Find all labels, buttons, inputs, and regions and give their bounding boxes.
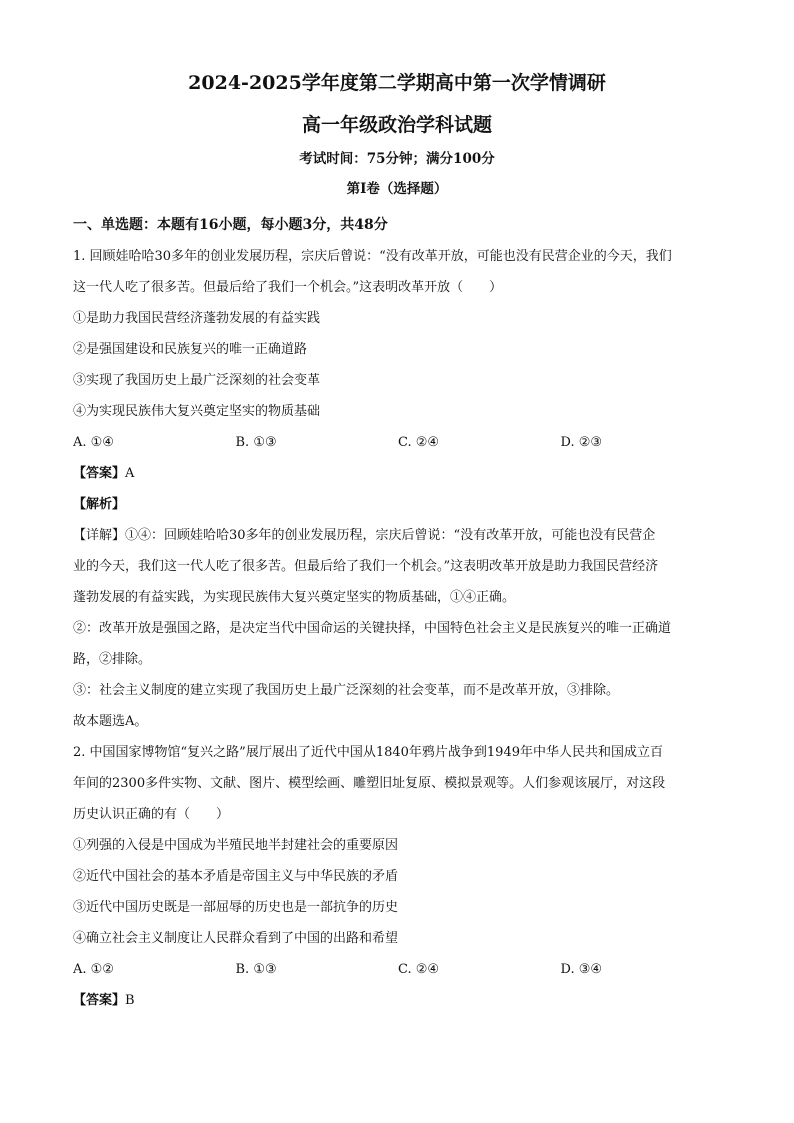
statement: ②是强国建设和民族复兴的唯一正确道路 — [73, 342, 308, 357]
option-d: D. ③④ — [560, 962, 603, 977]
statement: ②近代中国社会的基本矛盾是帝国主义与中华民族的矛盾 — [73, 869, 399, 884]
answer-label: 【答案】 — [73, 466, 126, 481]
answer-value: B — [125, 993, 135, 1008]
option-b: B. ①③ — [235, 435, 277, 450]
question-stem: 历史认识正确的有（ ） — [73, 807, 230, 822]
statement: ④确立社会主义制度让人民群众看到了中国的出路和希望 — [73, 931, 399, 946]
answer-options — [73, 427, 723, 458]
question-stem: 年间的2300多件实物、文献、图片、模型绘画、雕塑旧址复原、模拟景观等。人们参观该展厅，对这段 — [73, 776, 666, 791]
option-a: A. ①④ — [73, 435, 114, 450]
exam-subtitle: 高一年级政治学科试题 — [301, 114, 492, 136]
detail-line: 【详解】①④：回顾娃哈哈30多年的创业发展历程，宗庆后曾说：“没有改革开放，可能也没有民营企 — [73, 528, 656, 543]
option-b: B. ①③ — [235, 962, 277, 977]
exam-title: 2024-2025学年度第二学期高中第一次学情调研 — [188, 72, 606, 94]
answer-line — [73, 985, 723, 1016]
analysis-label: 【解析】 — [73, 497, 126, 512]
detail-line: 蓬勃发展的有益实践，为实现民族伟大复兴奠定坚实的物质基础，①④正确。 — [73, 590, 516, 605]
answer-options — [73, 954, 723, 985]
detail-line: ②：改革开放是强国之路，是决定当代中国命运的关键抉择，中国特色社会主义是民族复兴的唯一正确道 — [73, 621, 672, 636]
option-a: A. ①② — [73, 962, 114, 977]
detail-line: 业的今天，我们这一代人吃了很多苦。但最后给了我们一个机会。”这表明改革开放是助力我国民营经济 — [73, 559, 659, 574]
statement: ①列强的入侵是中国成为半殖民地半封建社会的重要原因 — [73, 838, 399, 853]
document-body — [73, 210, 723, 1016]
option-c: C. ②④ — [398, 435, 440, 450]
exam-info: 考试时间：75分钟；满分100分 — [299, 151, 495, 167]
section-heading: 一、单选题：本题有16小题，每小题3分，共48分 — [73, 217, 388, 233]
question-1 — [73, 241, 723, 737]
question-stem: 1. 回顾娃哈哈30多年的创业发展历程，宗庆后曾说：“没有改革开放，可能也没有民营企业的今天，我们 — [73, 249, 672, 264]
statement: ③实现了我国历史上最广泛深刻的社会变革 — [73, 373, 321, 388]
answer-line — [73, 458, 723, 489]
answer-label: 【答案】 — [73, 993, 126, 1008]
answer-value: A — [125, 466, 135, 481]
statement: ③近代中国历史既是一部屈辱的历史也是一部抗争的历史 — [73, 900, 399, 915]
statement: ①是助力我国民营经济蓬勃发展的有益实践 — [73, 311, 321, 326]
detail-line: 故本题选A。 — [73, 714, 148, 729]
statement: ④为实现民族伟大复兴奠定坚实的物质基础 — [73, 404, 321, 419]
volume-heading: 第Ⅰ卷（选择题） — [346, 181, 448, 197]
option-d: D. ②③ — [560, 435, 603, 450]
detail-line: ③：社会主义制度的建立实现了我国历史上最广泛深刻的社会变革，而不是改革开放，③排除。 — [73, 683, 620, 698]
option-c: C. ②④ — [398, 962, 440, 977]
question-stem: 这一代人吃了很多苦。但最后给了我们一个机会。”这表明改革开放（ ） — [73, 280, 503, 295]
question-stem: 2. 中国国家博物馆“复兴之路”展厅展出了近代中国从1840年鸦片战争到1949年中华人民共和国成立百 — [73, 745, 663, 760]
detail-line: 路，②排除。 — [73, 652, 152, 667]
question-2 — [73, 737, 723, 1016]
